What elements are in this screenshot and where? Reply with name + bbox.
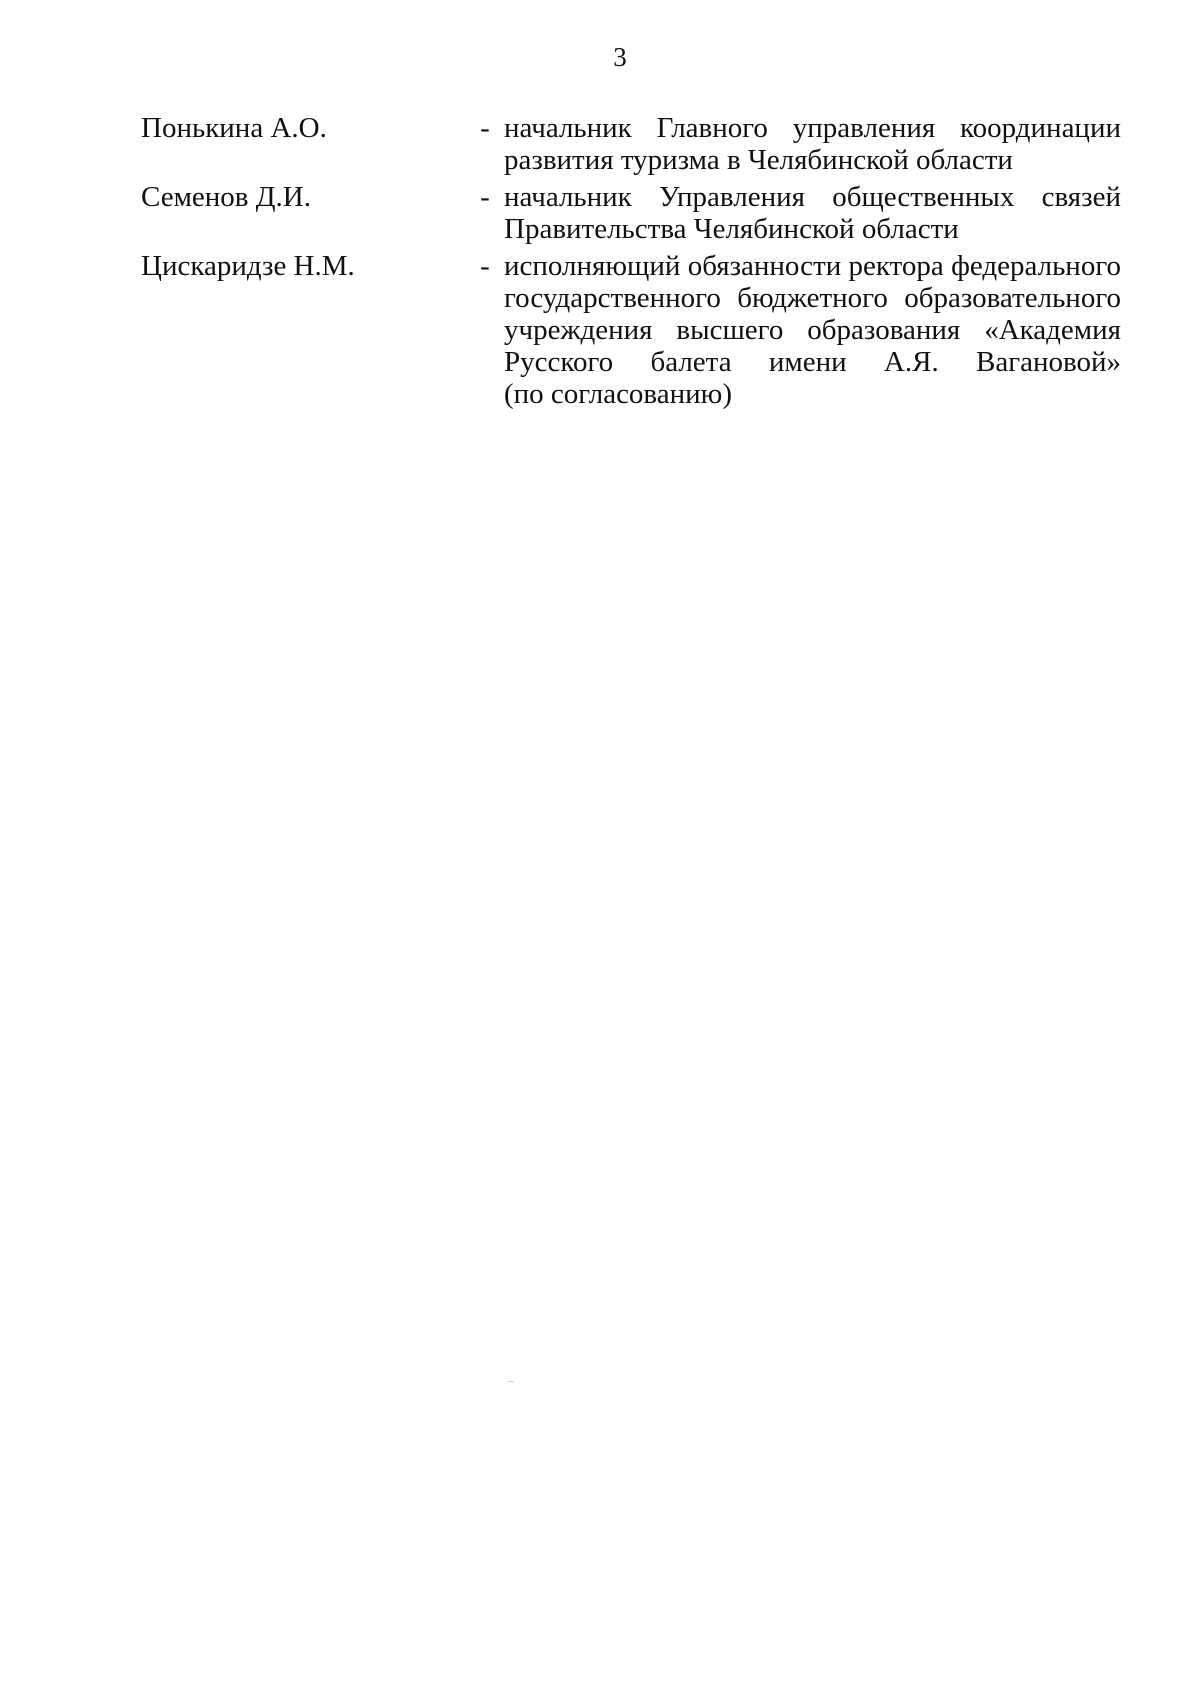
- scan-speck: [508, 1381, 514, 1382]
- member-dash: -: [480, 250, 490, 282]
- member-role: [504, 112, 1121, 176]
- member-dash: -: [480, 112, 490, 144]
- member-role-line: развития туризма в Челябинской области: [504, 144, 1013, 176]
- member-role-line: исполняющий обязанности ректора федерального: [504, 250, 1121, 282]
- member-role-line: Русского балета имени А.Я. Вагановой»: [504, 346, 1121, 378]
- member-role: [504, 250, 1121, 410]
- member-name: Понькина А.О.: [141, 112, 327, 144]
- member-role-line: Правительства Челябинской области: [504, 213, 959, 245]
- page-number: 3: [613, 42, 627, 72]
- member-name: Цискаридзе Н.М.: [141, 250, 355, 282]
- members-list: [141, 112, 1121, 410]
- member-role-line: начальник Управления общественных связей: [504, 181, 1121, 213]
- member-role: [504, 181, 1121, 245]
- member-entry-semenov: [141, 181, 1121, 245]
- member-role-line: учреждения высшего образования «Академия: [504, 314, 1121, 346]
- member-role-line: (по согласованию): [504, 378, 732, 410]
- member-name: Семенов Д.И.: [141, 181, 311, 213]
- member-entry-tsiskaridze: [141, 250, 1121, 410]
- member-role-line: государственного бюджетного образовательного: [504, 282, 1121, 314]
- member-dash: -: [480, 181, 490, 213]
- member-entry-ponkina: [141, 112, 1121, 176]
- member-role-line: начальник Главного управления координации: [504, 112, 1121, 144]
